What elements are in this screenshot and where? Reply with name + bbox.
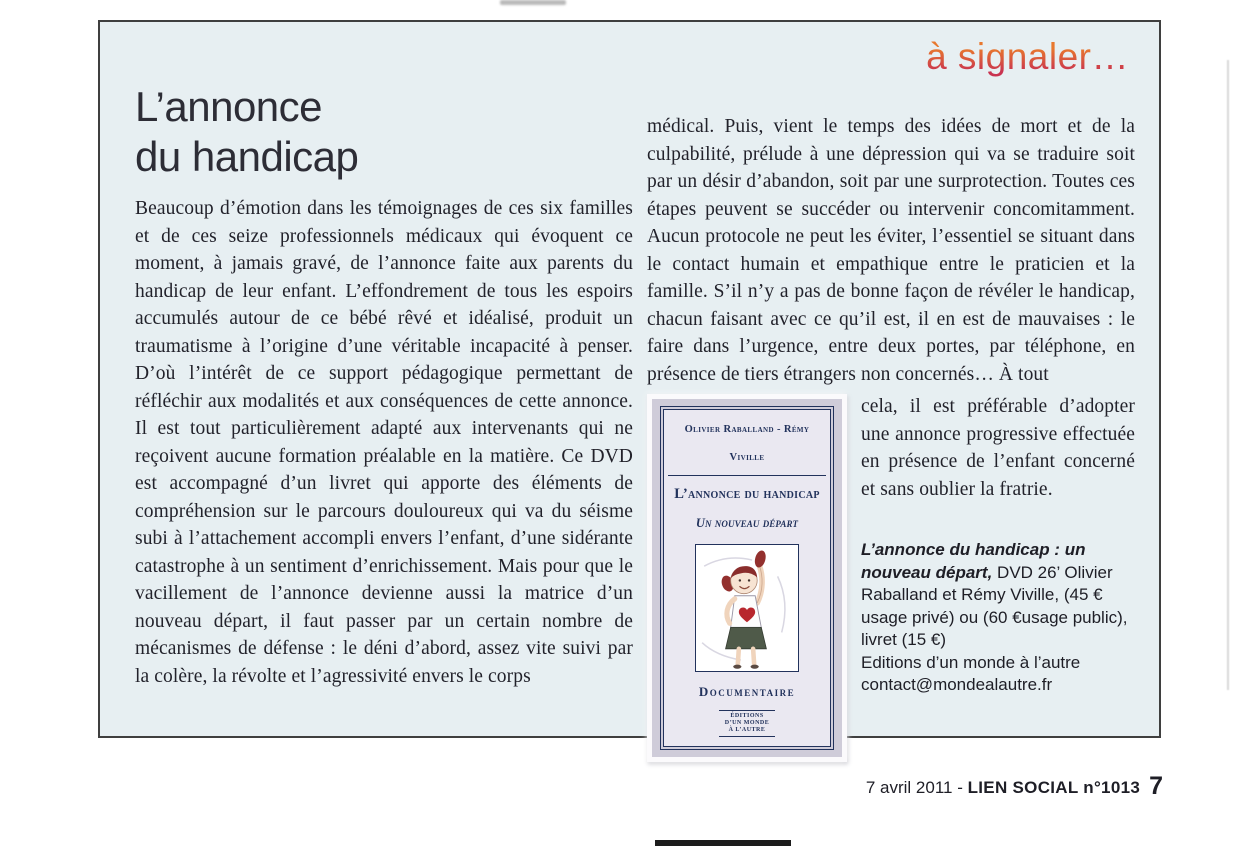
right-column: [647, 113, 1135, 768]
scan-artifact-top: [500, 0, 566, 5]
right-column-wrap-block: [647, 393, 1135, 733]
footer-date: 7 avril 2011 -: [865, 778, 968, 797]
cover-publisher-line2: D’UN MONDE: [724, 719, 770, 726]
footer-magazine: LIEN SOCIAL n°1013: [967, 778, 1141, 797]
section-label: à signaler…: [926, 36, 1129, 77]
caption-lead: L’annonce du handicap : un nouveau départ,: [861, 540, 1086, 582]
girl-illustration: [695, 544, 799, 672]
left-column-text: Beaucoup d’émotion dans les témoignages de ces six familles et de ces seize professionnels médicaux qui évoquent ce moment, à jamais gravé, de l’annonce faite aux parents du handicap de leur enfant. L’effondrement de tous les espoirs accumulés autour de ce bébé rêvé et idéalisé, produit un traumatisme à l’origine d’une véritable incapacité à penser. D’où l’intérêt de ce support pédagogique permettant de réfléchir aux modalités et aux conséquences de cette annonce. Il est tout particulièrement adapté aux intervenants qui ne reçoivent aucune formation préalable en la matière. Ce DVD est accompagné d’un livret qui apporte des éléments de compréhension sur le parcours douloureux qui va du séisme subi à l’attachement accompli envers l’enfant, d’une sidérante catastrophe à un sentiment d’enrichissement. Mais pour que le vacillement de l’annonce devienne aussi la matrice d’un nouveau départ, il faut passer par un certain nombre de mécanismes de défense : le déni d’abord, assez vite suivi par la colère, la révolte et l’agressivité envers le corps: [135, 198, 633, 687]
article-title-line2: du handicap: [135, 133, 359, 180]
caption-publisher: Editions d’un monde à l’autre: [861, 652, 1081, 672]
article-panel: [98, 20, 1161, 738]
dvd-cover-sleeve: [647, 394, 847, 762]
cover-publisher-logo: [719, 710, 776, 737]
cover-publisher-line3: À L’AUTRE: [728, 726, 766, 733]
page-footer: [866, 772, 1163, 801]
dvd-cover: [647, 394, 847, 762]
right-column-text-part1: médical. Puis, vient le temps des idées de mort et de la culpabilité, prélude à une dépression qui va se traduire soit par un désir d’abandon, soit par une surprotection. Toutes ces étapes peuvent se succéder ou intervenir concomitamment. Aucun protocole ne peut les éviter, l’essentiel se situant dans le contact humain et empathique entre le praticien et la famille. S’il n’y a pas de bonne façon de révéler le handicap, chacun faisant avec ce qu’il est, il en est de mauvaises : le faire dans l’urgence, entre deux portes, par téléphone, en présence de tiers étrangers non concernés… À tout: [647, 116, 1135, 385]
cover-genre: Documentaire: [698, 684, 796, 699]
cover-publisher-line1: ÉDITIONS: [730, 712, 764, 719]
cover-subtitle: Un nouveau départ: [695, 515, 799, 530]
dvd-cover-inner-panel: [663, 409, 831, 747]
cover-title: L’annonce du handicap: [674, 486, 820, 502]
article-title-line1: L’annonce: [135, 83, 323, 130]
article-title: [135, 82, 358, 182]
right-column-text-part2: cela, il est préférable d’adopter une annonce progressive effectuée en présence de l’enfant concerné et sans oublier la fratrie.: [861, 396, 1135, 500]
page-edge-shadow: [1227, 60, 1229, 690]
caption-body: DVD 26’ Olivier Raballand et Rémy Viville, (45 € usage privé) ou (60 €usage public), livret (15 €): [861, 562, 1128, 649]
cover-authors: Olivier Raballand - Rémy Viville: [668, 416, 826, 476]
footer-page-number: 7: [1149, 772, 1163, 800]
scan-artifact-bottom: [655, 840, 791, 846]
caption-email: contact@mondealautre.fr: [861, 675, 1053, 694]
